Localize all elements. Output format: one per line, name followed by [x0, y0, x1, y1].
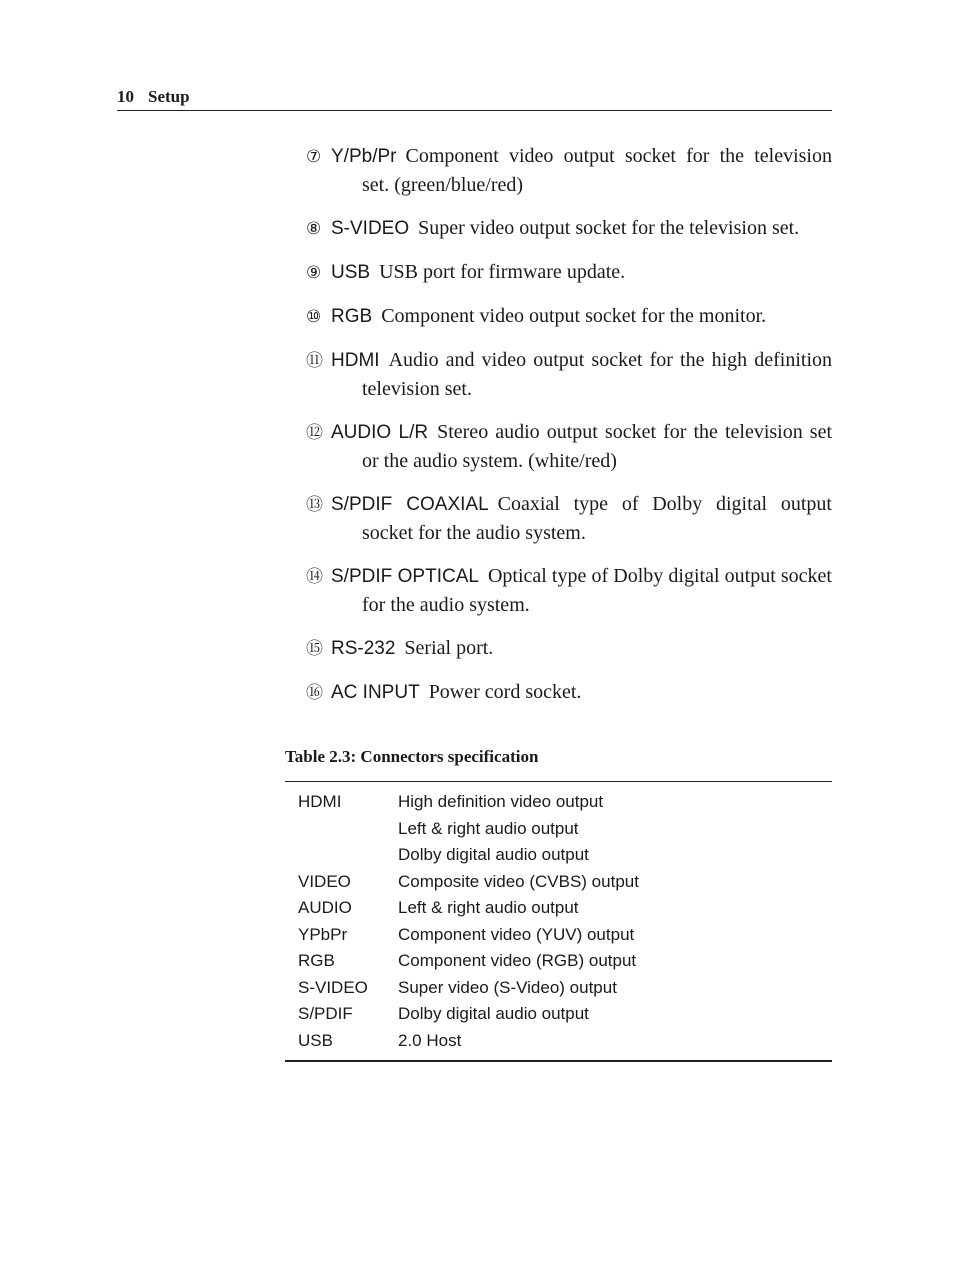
- spec-cell: Dolby digital audio output: [398, 845, 589, 865]
- table-row: [285, 975, 832, 1002]
- connector-item: [306, 346, 832, 403]
- spec-cell: High definition video output: [398, 792, 604, 812]
- table-row: [285, 1001, 832, 1028]
- connector-item: [306, 214, 832, 243]
- spec-cell: Component video (RGB) output: [398, 951, 637, 971]
- table-row: [285, 895, 832, 922]
- connector-list: [306, 142, 832, 707]
- spec-cell: Super video (S-Video) output: [398, 977, 617, 997]
- page-number: 10: [117, 87, 134, 106]
- item-number: ⑯: [306, 683, 323, 703]
- table-row: [285, 789, 832, 816]
- table-row: [285, 1028, 832, 1055]
- spec-cell: Left & right audio output: [398, 898, 579, 918]
- connector-item: [306, 562, 832, 619]
- connector-item: [306, 418, 832, 475]
- item-description: Optical type of Dolby digital output socket for the audio system.: [362, 565, 832, 616]
- connector-cell: USB: [298, 1030, 333, 1050]
- section-title: Setup: [148, 87, 190, 106]
- spec-cell: Component video (YUV) output: [398, 924, 635, 944]
- table-row: [285, 842, 832, 869]
- connector-item: [306, 634, 832, 663]
- table-row: [285, 922, 832, 949]
- item-number: ⑧: [306, 219, 322, 239]
- connector-cell: AUDIO: [298, 898, 352, 918]
- connector-cell: S-VIDEO: [298, 977, 368, 997]
- connector-item: [306, 678, 832, 707]
- item-term: RGB: [331, 306, 373, 327]
- item-number: ⑫: [306, 423, 323, 443]
- connector-cell: VIDEO: [298, 871, 351, 891]
- connector-item: [306, 490, 832, 547]
- connector-cell: RGB: [298, 951, 335, 971]
- connector-item: [306, 302, 832, 331]
- spec-cell: Dolby digital audio output: [398, 1004, 589, 1024]
- item-term: S-VIDEO: [331, 218, 410, 239]
- connector-cell: S/PDIF: [298, 1004, 353, 1024]
- item-term: AUDIO L/R: [331, 422, 429, 443]
- item-number: ⑮: [306, 639, 323, 659]
- item-description: Coaxial type of Dolby digital output socket for the audio system.: [362, 493, 832, 544]
- connector-cell: YPbPr: [298, 924, 348, 944]
- item-term: USB: [331, 262, 371, 283]
- connector-cell: HDMI: [298, 792, 342, 812]
- table-row: [285, 816, 832, 843]
- item-term: S/PDIF OPTICAL: [331, 566, 479, 587]
- connector-item: [306, 142, 832, 199]
- item-term: AC INPUT: [331, 682, 420, 703]
- table-caption: Table 2.3: Connectors specification: [285, 747, 539, 766]
- table-row: [285, 869, 832, 896]
- item-number: ⑩: [306, 307, 322, 327]
- item-number: ⑬: [306, 495, 323, 515]
- item-term: RS-232: [331, 638, 396, 659]
- item-description: Stereo audio output socket for the television set or the audio system. (white/red): [362, 421, 832, 472]
- item-description: Serial port.: [404, 637, 494, 659]
- spec-cell: Left & right audio output: [398, 818, 579, 838]
- spec-cell: 2.0 Host: [398, 1030, 462, 1050]
- item-term: HDMI: [331, 350, 380, 371]
- running-header: [117, 86, 832, 111]
- item-term: S/PDIF COAXIAL: [331, 494, 489, 515]
- item-description: Power cord socket.: [428, 681, 582, 703]
- item-number: ⑪: [306, 351, 323, 371]
- item-term: Y/Pb/Pr: [331, 146, 397, 167]
- spec-cell: Composite video (CVBS) output: [398, 871, 639, 891]
- item-description: Component video output socket for the television set. (green/blue/red): [362, 145, 832, 196]
- item-description: Super video output socket for the television set.: [418, 217, 800, 239]
- item-number: ⑨: [306, 263, 322, 283]
- item-number: ⑭: [306, 567, 323, 587]
- connectors-spec-table: [285, 781, 832, 1062]
- connector-item: [306, 258, 832, 287]
- item-description: Audio and video output socket for the high definition television set.: [362, 349, 832, 400]
- item-description: Component video output socket for the monitor.: [381, 305, 767, 327]
- table-row: [285, 948, 832, 975]
- item-description: USB port for firmware update.: [379, 261, 626, 283]
- item-number: ⑦: [306, 147, 322, 167]
